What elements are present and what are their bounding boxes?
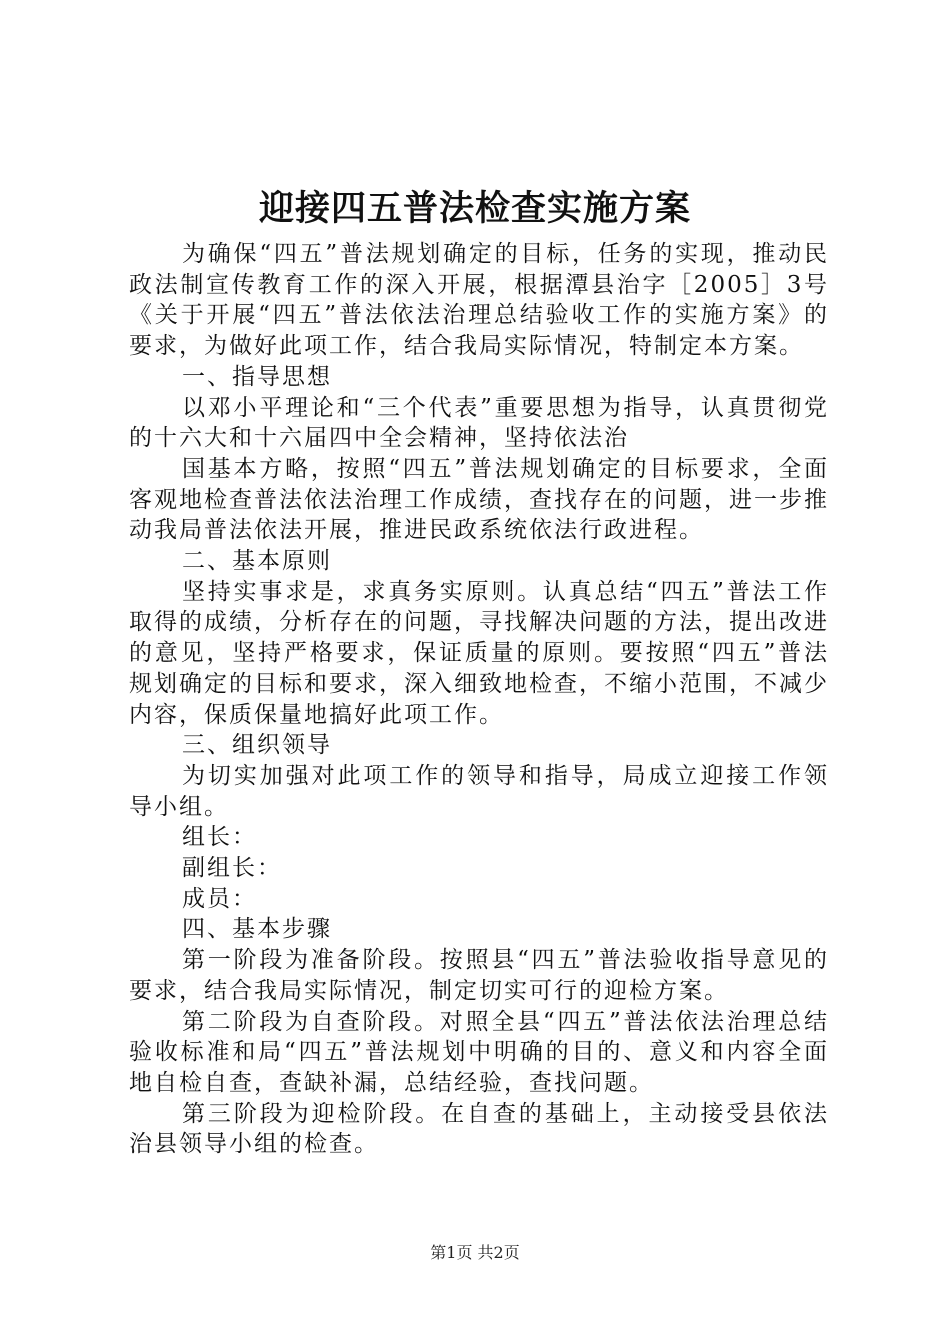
section-heading-basic-steps: 四、基本步骤: [182, 916, 332, 943]
stage-one-paragraph: 第一阶段为准备阶段。按照县“四五”普法验收指导意见的要求，结合我局实际情况，制定切实可行的迎检方案。: [129, 947, 829, 1004]
page-number-footer: 第1页 共2页: [430, 1243, 520, 1262]
intro-paragraph: 为确保“四五”普法规划确定的目标，任务的实现，推动民政法制宣传教育工作的深入开展，根据潭县治字［2005］3号《关于开展“四五”普法依法治理总结验收工作的实施方案》的要求，为做好此项工作，结合我局实际情况，特制定本方案。: [129, 241, 829, 360]
section-heading-basic-principles: 二、基本原则: [182, 548, 332, 575]
group-leader-line: 组长：: [182, 824, 257, 851]
members-line: 成员：: [182, 885, 257, 912]
guiding-thought-continued-paragraph: 国基本方略，按照“四五”普法规划确定的目标要求，全面客观地检查普法依法治理工作成绩，查找存在的问题，进一步推动我局普法依法开展，推进民政系统依法行政进程。: [129, 455, 829, 544]
document-title: 迎接四五普法检查实施方案: [258, 188, 691, 229]
deputy-leader-line: 副组长：: [182, 855, 282, 882]
basic-principles-paragraph: 坚持实事求是，求真务实原则。认真总结“四五”普法工作取得的成绩，分析存在的问题，寻找解决问题的方法，提出改进的意见，坚持严格要求，保证质量的原则。要按照“四五”普法规划确定的目标和要求，深入细致地检查，不缩小范围，不减少内容，保质保量地搞好此项工作。: [129, 578, 829, 728]
document-body: [129, 239, 829, 1160]
stage-three-paragraph: 第三阶段为迎检阶段。在自查的基础上，主动接受县依法治县领导小组的检查。: [129, 1100, 829, 1158]
organization-paragraph: 为切实加强对此项工作的领导和指导，局成立迎接工作领导小组。: [129, 762, 829, 820]
section-heading-organization: 三、组织领导: [182, 732, 332, 759]
guiding-thought-paragraph: 以邓小平理论和“三个代表”重要思想为指导，认真贯彻党的十六大和十六届四中全会精神，坚持依法治: [129, 394, 829, 452]
stage-two-paragraph: 第二阶段为自查阶段。对照全县“四五”普法依法治理总结验收标准和局“四五”普法规划中明确的目的、意义和内容全面地自检自查，查缺补漏，总结经验，查找问题。: [129, 1008, 829, 1096]
section-heading-guiding-thought: 一、指导思想: [182, 363, 332, 390]
